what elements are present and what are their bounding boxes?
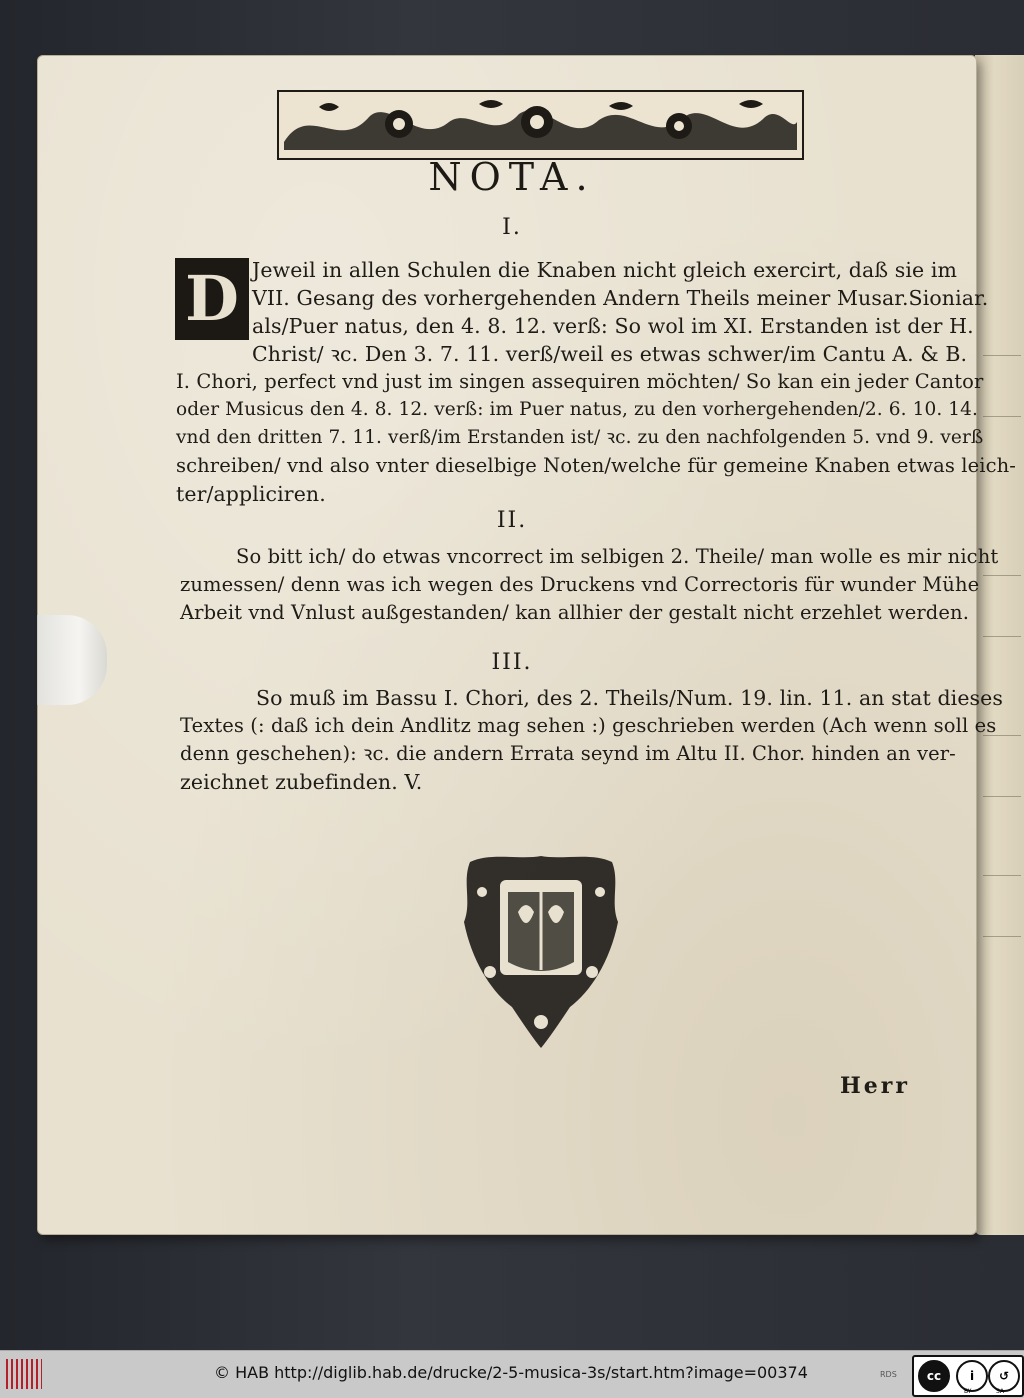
headpiece-ornament (277, 90, 804, 160)
text-line: ter/appliciren. (176, 482, 326, 506)
text-line: zeichnet zubefinden. V. (180, 770, 423, 794)
catchword: Herr (840, 1073, 910, 1099)
section-numeral-1: I. (502, 215, 522, 240)
license-sa-label: SA (996, 1388, 1005, 1395)
share-alike-icon: ↺ (988, 1360, 1020, 1392)
text-line: Textes (: daß ich dein Andlitz mag sehen :) geschrieben werden (Ach wenn soll es (180, 714, 997, 737)
text-line: Christ/ ꝛc. Den 3. 7. 11. verß/weil es etwas schwer/im Cantu A. & B. (252, 342, 968, 366)
text-line: schreiben/ vnd also vnter dieselbige Noten/welche für gemeine Knaben etwas leich- (176, 454, 1016, 477)
decorated-initial (175, 258, 249, 340)
text-line: als/Puer natus, den 4. 8. 12. verß: So wol im XI. Erstanden ist der H. (252, 314, 974, 338)
section-numeral-3: III. (491, 650, 533, 675)
section-numeral-2: II. (496, 508, 528, 533)
cc-icon: cc (918, 1360, 950, 1392)
text-line: vnd den dritten 7. 11. verß/im Erstanden ist/ ꝛc. zu den nachfolgenden 5. vnd 9. verß (176, 427, 984, 448)
initial-letter: D (185, 262, 239, 335)
text-line: denn geschehen): ꝛc. die andern Errata seynd im Altu II. Chor. hinden an ver- (180, 742, 956, 765)
text-line: So muß im Bassu I. Chori, des 2. Theils/Num. 19. lin. 11. an stat dieses (256, 686, 1004, 710)
page-title: NOTA. (428, 155, 596, 199)
text-line: So bitt ich/ do etwas vncorrect im selbigen 2. Theile/ man wolle es mir nicht (236, 545, 999, 568)
hab-logo-icon (6, 1359, 42, 1389)
viewer-footer (0, 1350, 1024, 1398)
small-mark: RDS (880, 1370, 897, 1379)
text-line: VII. Gesang des vorhergehenden Andern Theils meiner Musar.Sioniar. (252, 286, 989, 310)
source-link[interactable]: © HAB http://diglib.hab.de/drucke/2-5-musica-3s/start.htm?image=00374 (214, 1363, 808, 1382)
text-line: oder Musicus den 4. 8. 12. verß: im Puer natus, zu den vorhergehenden/2. 6. 10. 14. (176, 399, 979, 420)
tailpiece-ornament (460, 852, 622, 1052)
text-line: I. Chori, perfect vnd just im singen assequiren möchten/ So kan ein jeder Cantor (176, 370, 984, 393)
text-line: Jeweil in allen Schulen die Knaben nicht gleich exercirt, daß sie im (252, 258, 958, 282)
cc-license-badge[interactable] (912, 1355, 1024, 1397)
text-line: zumessen/ denn was ich wegen des Druckens vnd Correctoris für wunder Mühe (180, 573, 980, 596)
license-by-label: BY (964, 1388, 972, 1395)
text-line: Arbeit vnd Vnlust außgestanden/ kan allhier der gestalt nicht erzehlet werden. (180, 601, 969, 624)
attribution-icon: i (956, 1360, 988, 1392)
